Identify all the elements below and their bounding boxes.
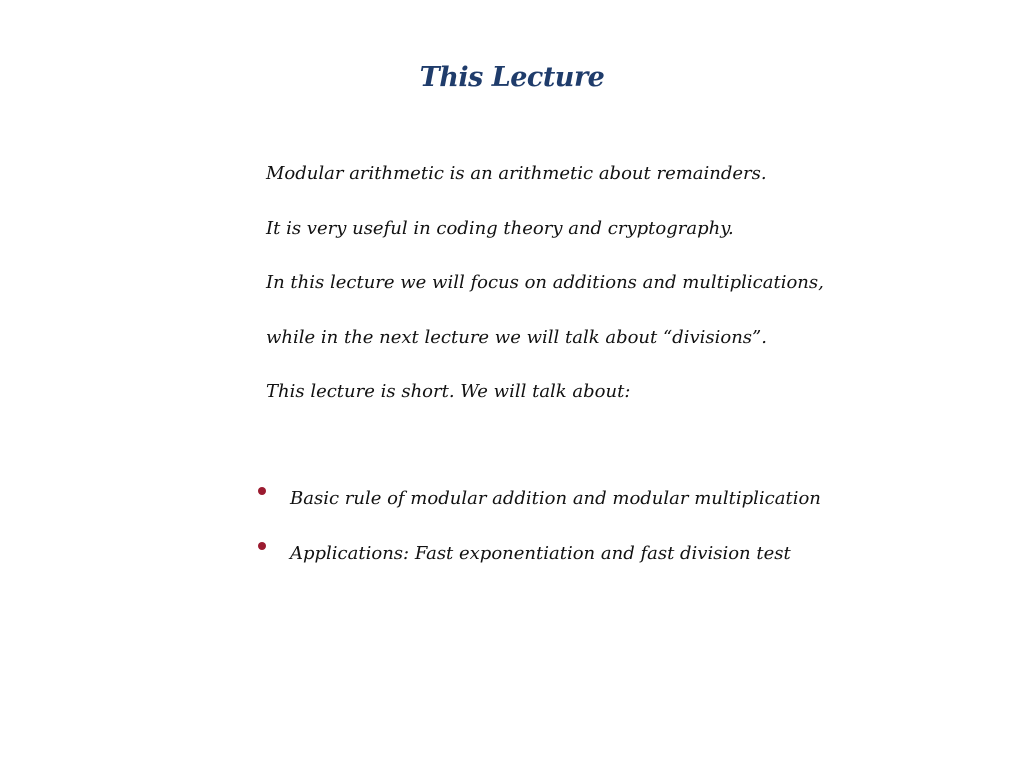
bullet-text: Applications: Fast exponentiation and fast division test [290, 543, 791, 564]
paragraph-next-lecture: while in the next lecture we will talk about “divisions”. [266, 327, 767, 348]
paragraph-usefulness: It is very useful in coding theory and cryptography. [266, 218, 734, 239]
paragraph-short-lecture: This lecture is short. We will talk about: [266, 381, 631, 402]
bullet-icon [258, 542, 266, 550]
slide-title: This Lecture [419, 62, 605, 93]
paragraph-modular-arithmetic: Modular arithmetic is an arithmetic about remainders. [266, 163, 767, 184]
paragraph-focus: In this lecture we will focus on additions and multiplications, [266, 272, 824, 293]
bullet-text: Basic rule of modular addition and modular multiplication [290, 488, 821, 509]
bullet-icon [258, 487, 266, 495]
